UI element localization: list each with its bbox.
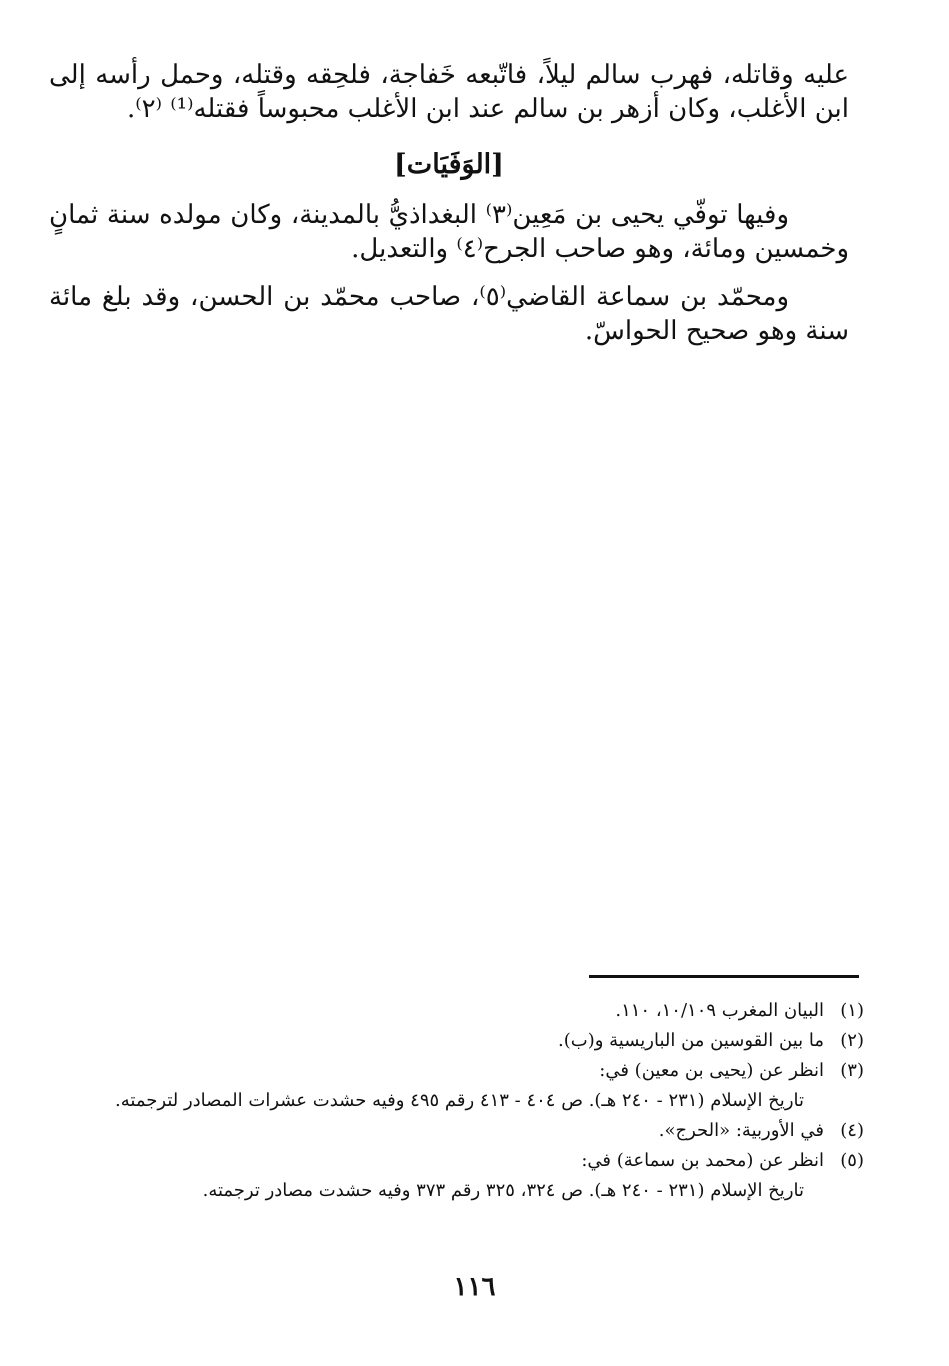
footnote-text: انظر عن (محمد بن سماعة) في:: [581, 1150, 824, 1171]
footnote-number: (٢): [840, 1030, 864, 1051]
main-text: [49, 58, 849, 348]
footnotes: [44, 996, 864, 1206]
section-heading: [الوَفَيَات]: [394, 149, 504, 180]
paragraph-3: ومحمّد بن سماعة القاضي⁽٥⁾، صاحب محمّد بن الحسن، وقد بلغ مائة سنة وهو صحيح الحواسّ.: [49, 282, 849, 346]
footnote-number: (٥): [840, 1150, 864, 1171]
footnote-5-continuation: تاريخ الإسلام (٢٣١ - ٢٤٠ هـ). ص ٣٢٤، ٣٢٥ رقم ٣٧٣ وفيه حشدت مصادر ترجمته.: [202, 1180, 804, 1201]
footnote-2: [44, 1026, 864, 1056]
footnote-number: (٣): [840, 1060, 864, 1081]
footnote-text: البيان المغرب ١٠/١٠٩، ١١٠.: [615, 1000, 824, 1021]
footnote-divider: [589, 975, 859, 978]
footnote-1: [44, 996, 864, 1026]
footnote-4: [44, 1116, 864, 1146]
page-number: ١١٦: [453, 1272, 496, 1302]
footnote-5: [44, 1146, 864, 1176]
footnote-3-continuation: تاريخ الإسلام (٢٣١ - ٢٤٠ هـ). ص ٤٠٤ - ٤١٣ رقم ٤٩٥ وفيه حشدت عشرات المصادر لترجمته.: [115, 1090, 804, 1111]
footnote-number: (١): [840, 1000, 864, 1021]
paragraph-2: وفيها توفّي يحيى بن مَعِين⁽٣⁾ البغداذيُّ بالمدينة، وكان مولده سنة ثمانٍ وخمسين ومائة، وهو صاحب الجرح⁽٤⁾ والتعديل.: [49, 200, 849, 264]
footnote-3: [44, 1056, 864, 1086]
footnote-number: (٤): [840, 1120, 864, 1141]
footnote-text: انظر عن (يحيى بن معين) في:: [599, 1060, 824, 1081]
paragraph-1: عليه وقاتله، فهرب سالم ليلاً، فاتّبعه خَفاجة، فلحِقه وقتله، وحمل رأسه إلى ابن الأغلب، وكان أزهر بن سالم عند ابن الأغلب محبوساً فقتله⁽¹⁾ ⁽٢⁾.: [49, 60, 849, 124]
footnote-text: ما بين القوسين من الباريسية و(ب).: [558, 1030, 824, 1051]
footnote-text: في الأوربية: «الحرج».: [658, 1120, 824, 1141]
